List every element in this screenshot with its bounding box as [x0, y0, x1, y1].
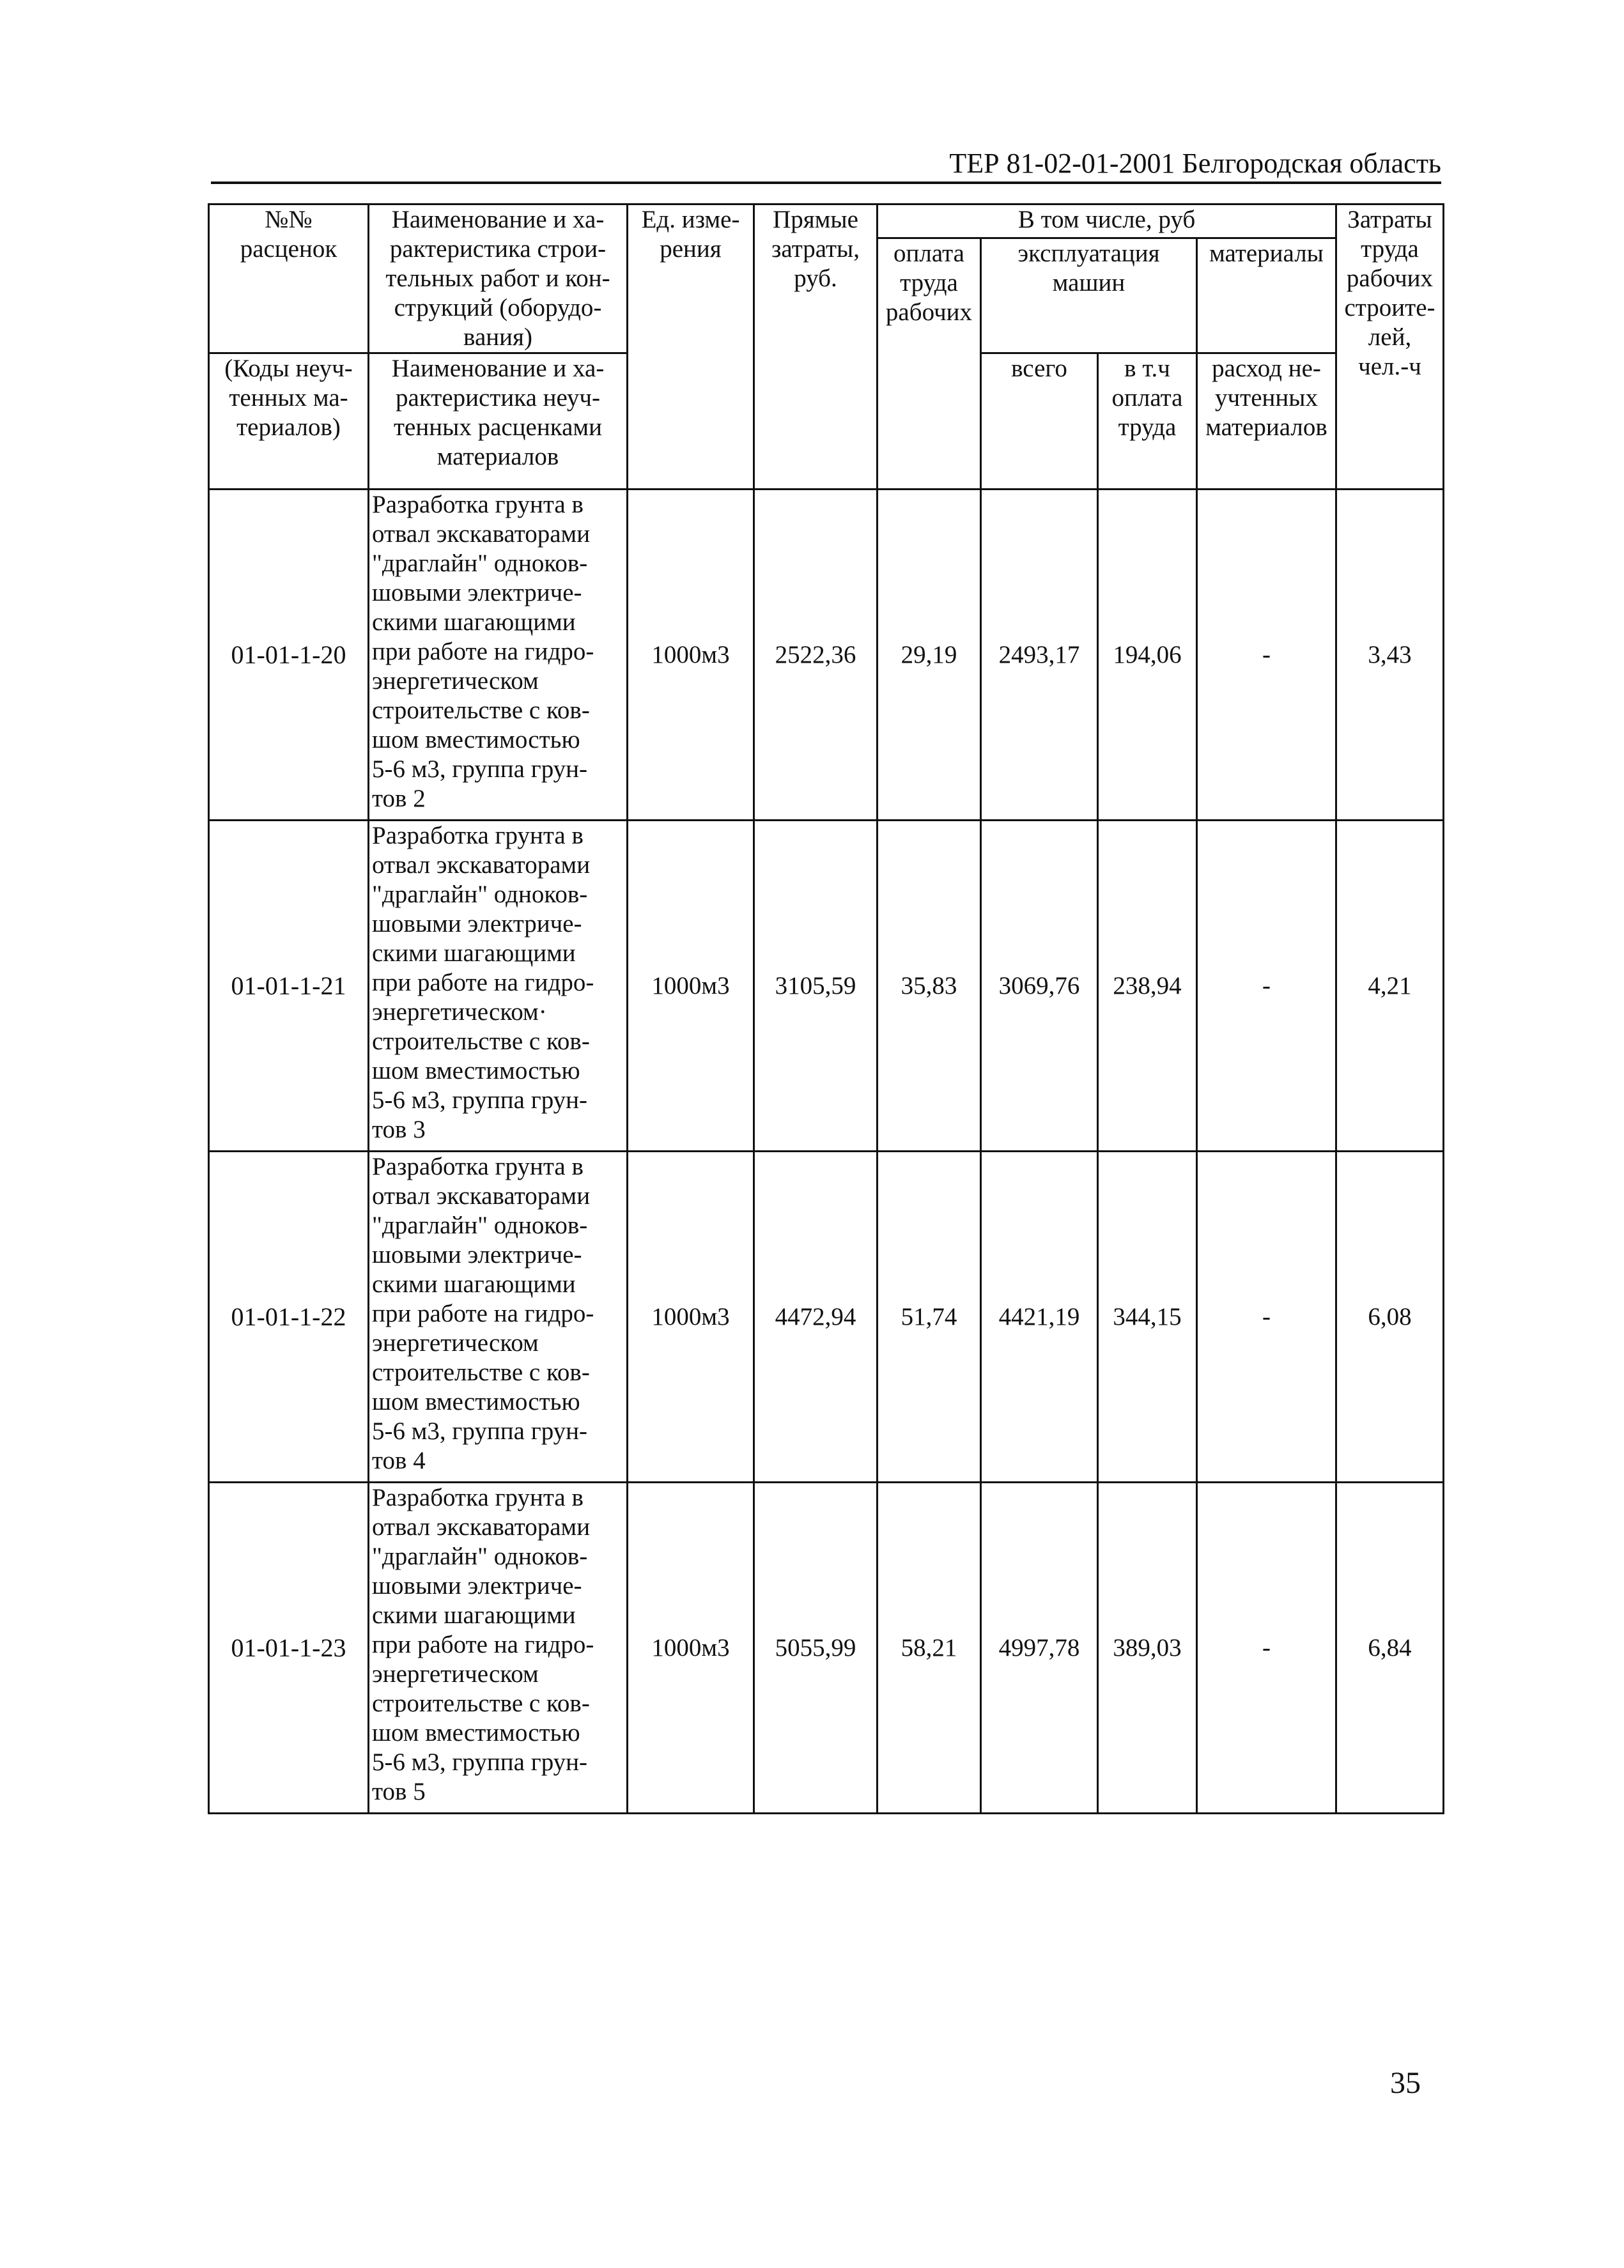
rate-direct-costs: 5055,99	[754, 1483, 878, 1814]
rate-machines-labor: 238,94	[1098, 821, 1197, 1152]
rate-machines-total: 3069,76	[981, 821, 1098, 1152]
rate-labor-hours: 4,21	[1336, 821, 1444, 1152]
rate-machines-labor: 194,06	[1098, 490, 1197, 821]
col-materials-alt-header: расход не- учтенных материалов	[1197, 353, 1336, 490]
col-name-alt-header: Наименование и ха- рактеристика неуч- тенных расценками материалов	[369, 353, 628, 490]
rate-direct-costs: 3105,59	[754, 821, 878, 1152]
col-name-header: Наименование и ха- рактеристика строи- тельных работ и кон- струкций (оборудо- вания)	[369, 204, 628, 353]
rate-materials: -	[1197, 490, 1336, 821]
col-labor-pay-header: оплата труда рабочих	[878, 238, 981, 490]
rate-machines-labor: 344,15	[1098, 1152, 1197, 1483]
rate-code: 01-01-1-20	[209, 490, 369, 821]
col-unit-header: Ед. изме- рения	[628, 204, 754, 490]
col-labor-hours-header: Затраты труда рабочих строите- лей, чел.-ч	[1336, 204, 1444, 490]
rate-labor-hours: 6,84	[1336, 1483, 1444, 1814]
col-materials-header: материалы	[1197, 238, 1336, 353]
rate-materials: -	[1197, 821, 1336, 1152]
rate-code: 01-01-1-23	[209, 1483, 369, 1814]
document-header	[211, 146, 1441, 184]
table-row	[209, 821, 1444, 1152]
rate-direct-costs: 4472,94	[754, 1152, 878, 1483]
rate-labor-pay: 29,19	[878, 490, 981, 821]
col-machines-header: эксплуатация машин	[981, 238, 1197, 353]
col-including-header: В том числе, руб	[878, 204, 1336, 238]
rate-code: 01-01-1-22	[209, 1152, 369, 1483]
col-direct-costs-header: Прямые затраты, руб.	[754, 204, 878, 490]
rate-code: 01-01-1-21	[209, 821, 369, 1152]
header-row-1	[209, 204, 1444, 238]
rate-machines-total: 2493,17	[981, 490, 1098, 821]
table-row	[209, 1483, 1444, 1814]
rate-machines-total: 4421,19	[981, 1152, 1098, 1483]
col-code-header: №№ расценок	[209, 204, 369, 353]
rate-unit: 1000м3	[628, 1483, 754, 1814]
rate-labor-hours: 6,08	[1336, 1152, 1444, 1483]
rate-labor-pay: 58,21	[878, 1483, 981, 1814]
rate-description: Разработка грунта в отвал экскаваторами "драглайн" одноков- шовыми электриче- скими шагающими при работе на гидро- энергетическом строительстве с ков- шом вместимостью 5-6 м3, группа грун- тов 5	[369, 1483, 628, 1814]
col-machines-total-header: всего	[981, 353, 1098, 490]
rate-unit: 1000м3	[628, 821, 754, 1152]
rate-direct-costs: 2522,36	[754, 490, 878, 821]
rate-unit: 1000м3	[628, 490, 754, 821]
rate-description: Разработка грунта в отвал экскаваторами "драглайн" одноков- шовыми электриче- скими шагающими при работе на гидро- энергетическом строительстве с ков- шом вместимостью 5-6 м3, группа грун- тов 2	[369, 490, 628, 821]
rate-labor-pay: 35,83	[878, 821, 981, 1152]
rate-materials: -	[1197, 1152, 1336, 1483]
page-number: 35	[1390, 2066, 1421, 2100]
rate-description: Разработка грунта в отвал экскаваторами "драглайн" одноков- шовыми электриче- скими шагающими при работе на гидро- энергетическом строительстве с ков- шом вместимостью 5-6 м3, группа грун- тов 4	[369, 1152, 628, 1483]
document-title: ТЕР 81-02-01-2001 Белгородская область	[949, 148, 1441, 179]
rate-labor-pay: 51,74	[878, 1152, 981, 1483]
table-row	[209, 490, 1444, 821]
col-machines-labor-header: в т.ч оплата труда	[1098, 353, 1197, 490]
rate-machines-total: 4997,78	[981, 1483, 1098, 1814]
rate-machines-labor: 389,03	[1098, 1483, 1197, 1814]
col-code-alt-header: (Коды неуч- тенных ма- териалов)	[209, 353, 369, 490]
rate-labor-hours: 3,43	[1336, 490, 1444, 821]
rate-materials: -	[1197, 1483, 1336, 1814]
rate-unit: 1000м3	[628, 1152, 754, 1483]
rate-description: Разработка грунта в отвал экскаваторами "драглайн" одноков- шовыми электриче- скими шагающими при работе на гидро- энергетическом· строительстве с ков- шом вместимостью 5-6 м3, группа грун- тов 3	[369, 821, 628, 1152]
rates-table	[208, 203, 1444, 1814]
table-row	[209, 1152, 1444, 1483]
